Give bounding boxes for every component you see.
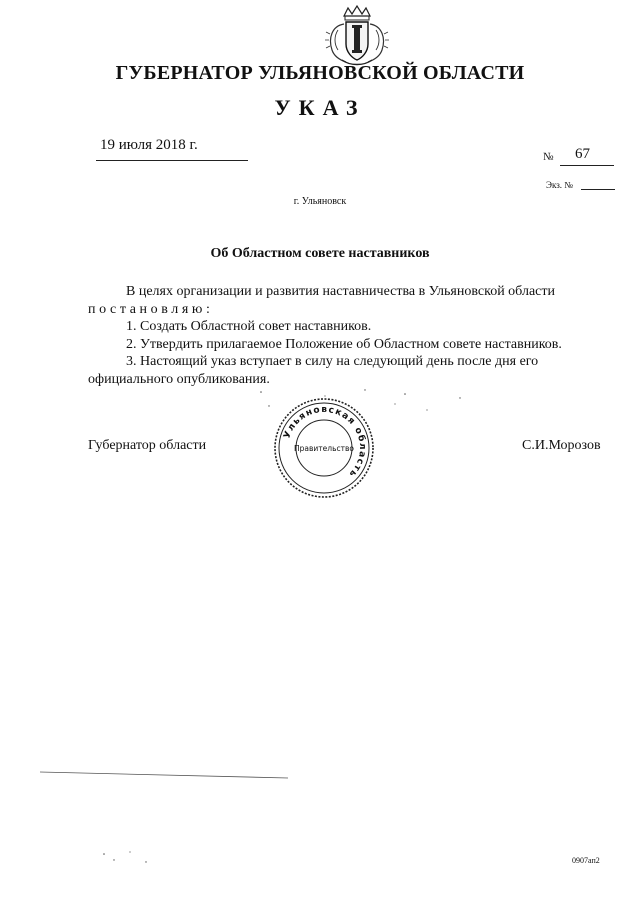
- copy-number-underline: [581, 189, 615, 190]
- paragraph-intro: В целях организации и развития наставничества в Ульяновской области: [126, 284, 555, 299]
- document-type: УКАЗ: [274, 95, 366, 120]
- decree-title: Об Областном совете наставников: [210, 246, 430, 261]
- decree-item-3: 3. Настоящий указ вступает в силу на следующий день после дня его: [126, 354, 539, 370]
- scan-noise-bottom: [100, 848, 160, 868]
- document-number: 67: [575, 146, 590, 162]
- paragraph-resolve: постановляю:: [88, 301, 214, 317]
- scan-noise: [255, 384, 485, 424]
- decree-item-1: 1. Создать Областной совет наставников.: [126, 319, 372, 335]
- document-code: 0907ап2: [572, 856, 600, 865]
- decree-body: [88, 283, 612, 389]
- scan-streak: [40, 770, 288, 780]
- document-date: 19 июля 2018 г.: [100, 137, 198, 153]
- number-underline: [560, 165, 614, 166]
- seal-center-text: Правительство: [294, 444, 354, 453]
- seal-ring-text: Ульяновская область: [282, 404, 368, 480]
- decree-item-3-continued: официального опубликования.: [88, 371, 270, 387]
- copy-number-label: Экз. №: [546, 180, 573, 190]
- date-underline: [96, 160, 248, 161]
- organization-heading: ГУБЕРНАТОР УЛЬЯНОВСКОЙ ОБЛАСТИ: [115, 62, 525, 84]
- signer-title: Губернатор области: [88, 438, 207, 453]
- number-label: №: [543, 151, 554, 163]
- city-name: г. Ульяновск: [293, 196, 347, 207]
- signer-name: С.И.Морозов: [522, 438, 601, 453]
- coat-of-arms-icon: [324, 4, 390, 66]
- decree-item-2: 2. Утвердить прилагаемое Положение об Областном совете наставников.: [126, 336, 562, 352]
